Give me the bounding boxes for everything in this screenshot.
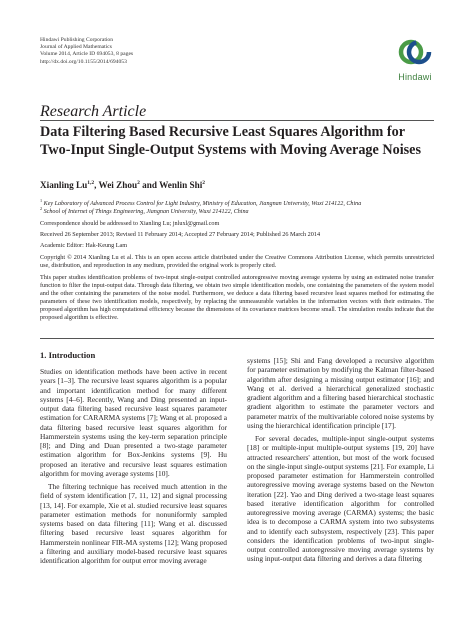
volume-line: Volume 2014, Article ID 694053, 8 pages	[40, 51, 134, 58]
divider	[40, 338, 434, 339]
body-paragraph: Studies on identification methods have been active in recent years [1–3]. The recursive least squares algorithm is a popular and important identification method for many different systems [4–6]. Recently, Wang and Ding presented an input-output data filtering based recursive least squares parameter estimation for CARARMA systems [7]; Wang et al. proposed a data filtering based recursive least squares algorithm for Hammerstein systems using the key-term separation principle [8]; and Ding and Duan presented a two-stage parameter estimation algorithm for Box-Jenkins systems [9]. Hu proposed an iterative and recursive least squares estimation algorithm for moving average systems [10].	[40, 367, 227, 478]
right-column	[247, 356, 434, 568]
author-name: Xianling Lu	[40, 180, 88, 191]
hindawi-logo-icon	[396, 36, 434, 70]
journal-name: Journal of Applied Mathematics	[40, 44, 112, 51]
left-column	[40, 350, 227, 569]
correspondence: Correspondence should be addressed to Xianling Lu; jnluxl@gmail.com	[40, 220, 220, 227]
affiliation-text: School of Internet of Things Engineering, Jiangnan University, Wuxi 214122, China	[43, 209, 249, 216]
abstract: This paper studies identification problems of two-input single-output controlled autoregressive moving average systems by using an estimated noise transfer function to filter the input-output data. Through data filtering, we obtain two simple identification models, one containing the parameters of the system model and the other containing the parameters of the noise model. Furthermore, we deduce a data filtering based recursive least squares method for estimating the parameters of these two identification models, respectively, by replacing the unmeasurable variables in the information vectors with their estimates. The proposed algorithm has high computational efficiency because the dimensions of its covariance matrices become small. The simulation results indicate that the proposed algorithm is effective.	[40, 274, 434, 321]
doi-link[interactable]: http://dx.doi.org/10.1155/2014/694053	[40, 58, 127, 65]
article-title: Data Filtering Based Recursive Least Squares Algorithm for Two-Input Single-Output Systems with Moving Average Noises	[40, 124, 421, 158]
publisher-name: Hindawi Publishing Corporation	[40, 37, 114, 43]
section-heading: 1. Introduction	[40, 350, 96, 360]
affiliation-text: Key Laboratory of Advanced Process Control for Light Industry, Ministry of Education, Jiangnan University, Wuxi 214122, China	[43, 201, 362, 208]
author-name: Wenlin Shi	[159, 180, 203, 191]
author-affiliation-mark: 2	[137, 180, 140, 186]
copyright-notice: Copyright © 2014 Xianling Lu et al. This is an open access article distributed under the Creative Commons Attribution License, which permits unrestricted use, distribution, and reproduction in any medium, provided the original work is properly cited.	[40, 254, 434, 269]
author-affiliation-mark: 1,2	[87, 180, 95, 186]
affiliation	[40, 206, 440, 215]
hindawi-logo	[392, 36, 438, 82]
author-name: Wei Zhou	[98, 180, 138, 191]
divider	[40, 120, 434, 121]
article-type: Research Article	[40, 103, 147, 120]
author-separator: and	[139, 180, 160, 191]
academic-editor: Academic Editor: Hak-Keung Lam	[40, 242, 128, 249]
article-dates: Received 26 September 2013; Revised 11 February 2014; Accepted 27 February 2014; Published 26 March 2014	[40, 231, 321, 238]
body-paragraph: For several decades, multiple-input single-output systems [18] or multiple-input multiple-output systems [19, 20] have attracted researchers' attention, but most of the work focused on the single-input single-output systems [21]. For example, Li proposed parameter estimation for Hammerstein controlled autoregressive moving average systems based on the Newton iteration [22]. Yao and Ding derived a two-stage least squares based iterative identification algorithm for controlled autoregressive moving average (CARMA) systems; the basic idea is to decompose a CARMA system into two subsystems and to identify each subsystem, respectively [23]. This paper considers the identification problems of two-input single-output controlled autoregressive moving average systems by using input-output data filtering and derives a data filtering	[247, 434, 434, 564]
affiliation-mark: 1	[40, 198, 43, 203]
affiliation-mark: 2	[40, 206, 43, 211]
body-paragraph: The filtering technique has received much attention in the field of system identification [7, 11, 12] and signal processing [13, 14]. For example, Xie et al. studied recursive least squares parameter estimation methods for nonuniformly sampled systems based on data filtering [11]; Wang et al. discussed filtering based recursive least squares algorithm for Hammerstein nonlinear FIR-MA systems [12]; Wang proposed a filtering and auxiliary model-based recursive least squares identification algorithm for output error moving average	[40, 482, 227, 565]
author-separator: ,	[94, 180, 99, 191]
author-affiliation-mark: 2	[202, 180, 206, 186]
author-list	[40, 180, 205, 190]
publication-info	[40, 37, 133, 66]
logo-text: Hindawi	[398, 72, 432, 82]
body-paragraph: systems [15]; Shi and Fang developed a recursive algorithm for parameter estimation by modifying the Kalman filter-based algorithm after designing a missing output estimator [16]; and Wang et al. derived a hierarchical generalized stochastic gradient algorithm and a filtering based hierarchical stochastic gradient algorithm to estimate the parameter vectors and parameter matrix of the multivariable colored noise systems by using the hierarchical identification principle [17].	[247, 356, 434, 430]
